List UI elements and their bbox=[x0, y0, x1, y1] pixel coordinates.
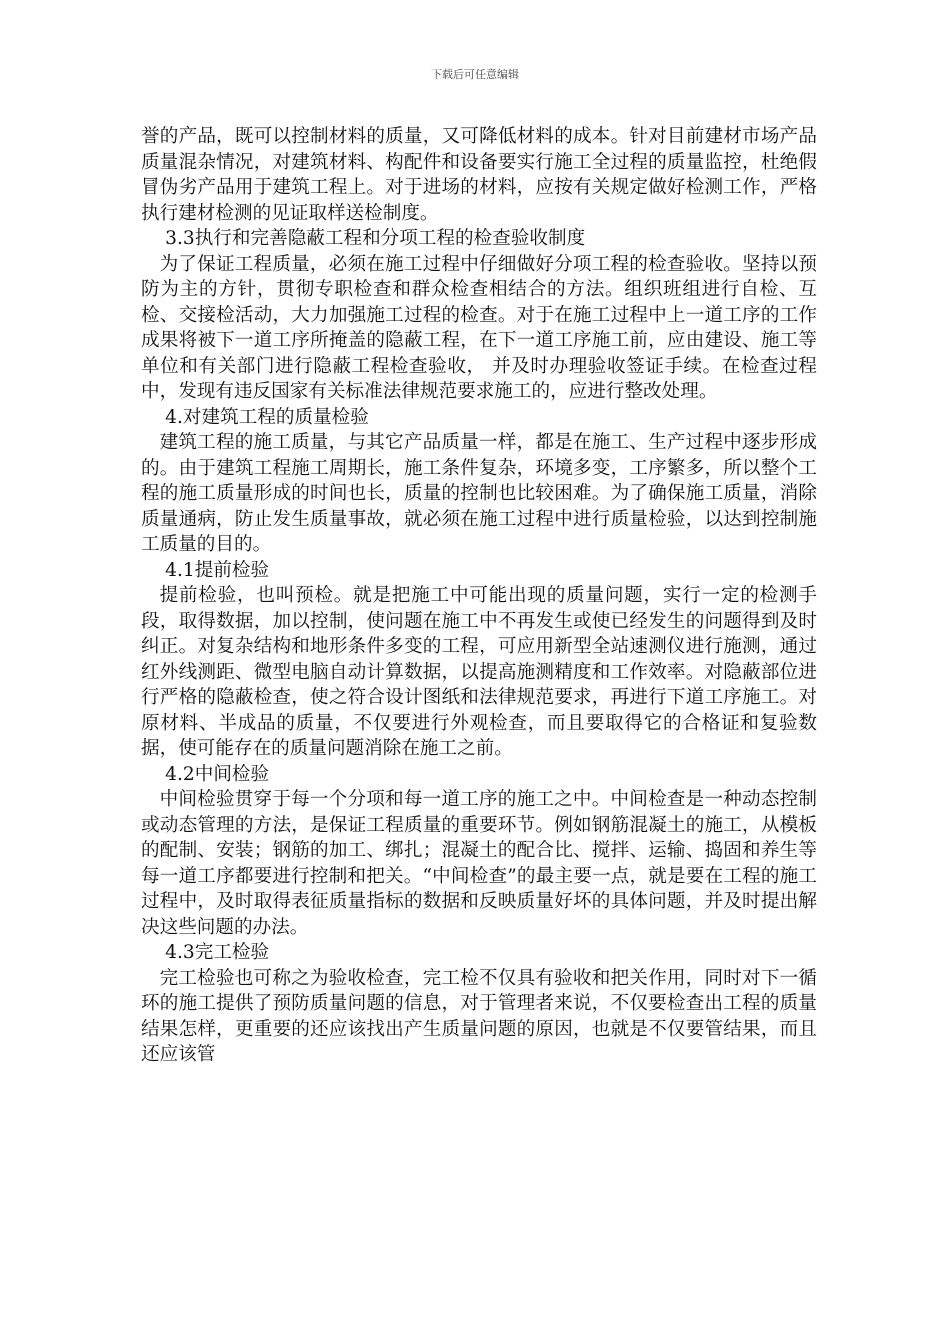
section-heading-4-1: 4.1提前检验 bbox=[165, 559, 270, 581]
section-heading-4-3: 4.3完工检验 bbox=[165, 942, 270, 963]
section-heading-4-2: 4.2中间检验 bbox=[165, 763, 270, 785]
paragraph: 建筑工程的施工质量，与其它产品质量一样，都是在施工、生产过程中逐步形成的。由于建筑工程施工周期长，施工条件复杂，环境多变，工序繁多，所以整个工程的施工质量形成的时间也长，质量的控制也比较困难。为了确保施工质量，消除质量通病，防止发生质量事故，就必须在施工过程中进行质量检验，以达到控制施工质量的目的。 bbox=[141, 432, 817, 555]
section-heading-4: 4.对建筑工程的质量检验 bbox=[165, 406, 369, 428]
paragraph: 中间检验贯穿于每一个分项和每一道工序的施工之中。中间检查是一种动态控制或动态管理的方法，是保证工程质量的重要环节。例如钢筋混凝土的施工，从模板的配制、安装；钢筋的加工、绑扎；混凝土的配合比、搅拌、运输、捣固和养生等每一道工序都要进行控制和把关。“中间检查”的最主要一点，就是要在工程的施工过程中，及时取得表征质量指标的数据和反映质量好坏的具体问题，并及时提出解决这些问题的办法。 bbox=[141, 789, 817, 938]
paragraph: 完工检验也可称之为验收检查，完工检不仅具有验收和把关作用，同时对下一循环的施工提供了预防质量问题的信息，对于管理者来说，不仅要检查出工程的质量结果怎样，更重要的还应该找出产生质量问题的原因，也就是不仅要管结果，而且还应该管 bbox=[141, 967, 817, 1065]
paragraph: 为了保证工程质量，必须在施工过程中仔细做好分项工程的检查验收。坚持以预防为主的方针，贯彻专职检查和群众检查相结合的方法。组织班组进行自检、互检、交接检活动，大力加强施工过程的检查。对于在施工过程中上一道工序的工作成果将被下一道工序所掩盖的隐蔽工程，在下一道工序施工前，应由建设、施工等单位和有关部门进行隐蔽工程检查验收， 并及时办理验收签证手续。在检查过程中，发现有违反国家有关标准法律规范要求施工的，应进行整改处理。 bbox=[141, 253, 817, 402]
paragraph: 提前检验，也叫预检。就是把施工中可能出现的质量问题，实行一定的检测手段，取得数据，加以控制，使问题在施工中不再发生或使已经发生的问题得到及时纠正。对复杂结构和地形条件多变的工程，可应用新型全站速测仪进行施测，通过红外线测距、微型电脑自动计算数据，以提高施测精度和工作效率。对隐蔽部位进行严格的隐蔽检查，使之符合设计图纸和法律规范要求，再进行下道工序施工。对原材料、半成品的质量，不仅要进行外观检查，而且要取得它的合格证和复验数据，使可能存在的质量问题消除在施工之前。 bbox=[141, 585, 817, 759]
section-heading-3-3: 3.3执行和完善隐蔽工程和分项工程的检查验收制度 bbox=[165, 228, 586, 249]
document-body bbox=[141, 124, 817, 1068]
page-header: 下载后可任意编辑 bbox=[431, 68, 519, 81]
paragraph: 誉的产品，既可以控制材料的质量，又可降低材料的成本。针对目前建材市场产品质量混杂情况，对建筑材料、构配件和设备要实行施工全过程的质量监控，杜绝假冒伪劣产品用于建筑工程上。对于进场的材料，应按有关规定做好检测工作，严格执行建材检测的见证取样送检制度。 bbox=[141, 126, 817, 224]
